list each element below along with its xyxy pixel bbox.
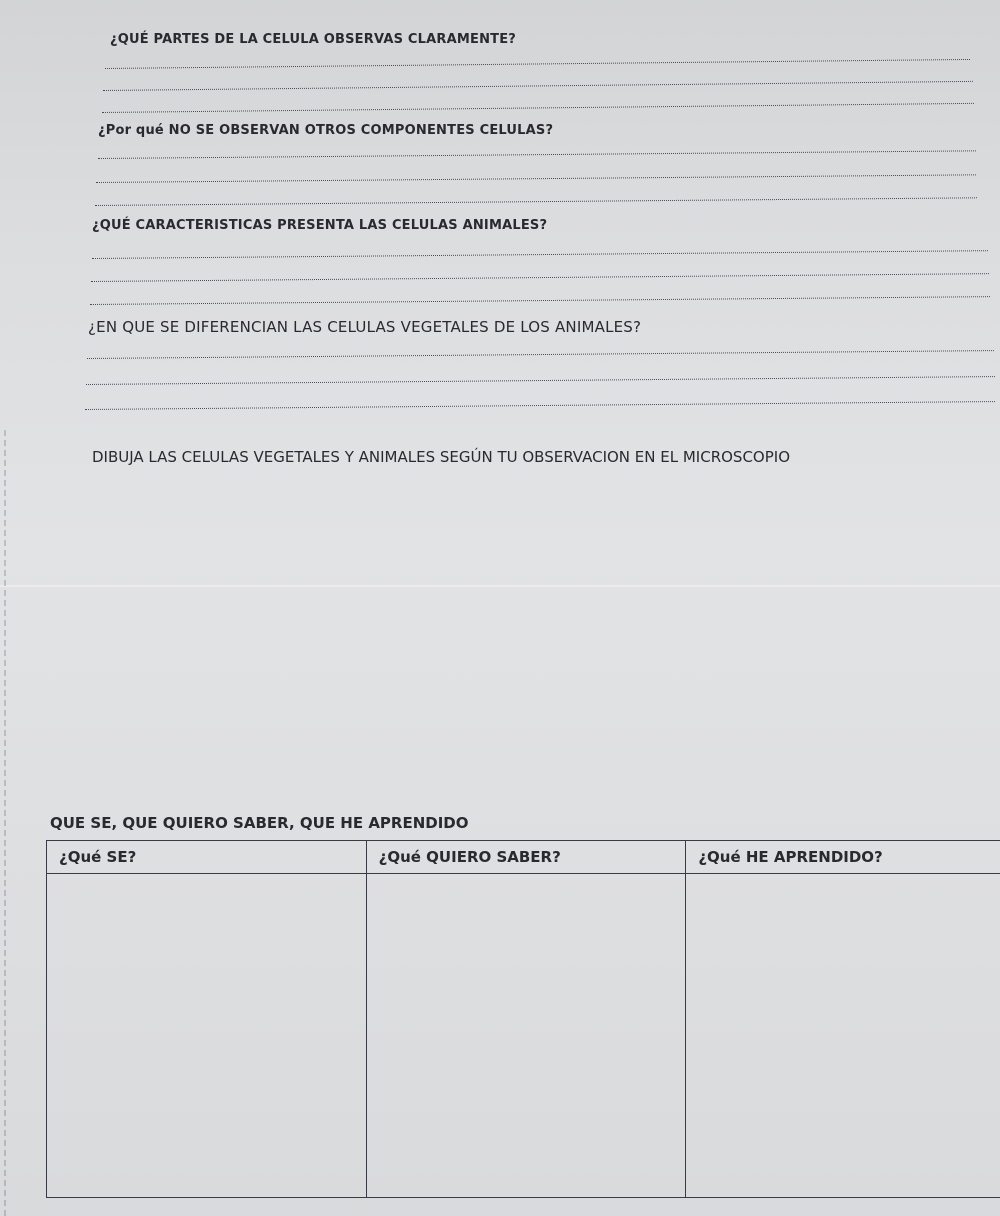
kwl-header-know: ¿Qué SE?: [47, 841, 367, 874]
answer-line[interactable]: [92, 250, 988, 259]
question-2: ¿Por qué NO SE OBSERVAN OTROS COMPONENTES CELULAS?: [98, 123, 554, 138]
perforation-edge: [4, 430, 6, 1216]
answer-line[interactable]: [105, 59, 970, 69]
kwl-cell-want[interactable]: [366, 874, 686, 1198]
answer-line[interactable]: [85, 401, 995, 410]
kwl-table: [46, 840, 1000, 1198]
answer-line[interactable]: [90, 296, 990, 305]
answer-line[interactable]: [91, 273, 989, 282]
question-4: ¿EN QUE SE DIFERENCIAN LAS CELULAS VEGETALES DE LOS ANIMALES?: [88, 318, 642, 336]
drawing-area[interactable]: [60, 480, 990, 800]
question-1: ¿QUÉ PARTES DE LA CELULA OBSERVAS CLARAMENTE?: [110, 32, 517, 47]
answer-line[interactable]: [87, 350, 994, 359]
question-3: ¿QUÉ CARACTERISTICAS PRESENTA LAS CELULAS ANIMALES?: [92, 218, 548, 233]
answer-line[interactable]: [95, 197, 977, 206]
answer-line[interactable]: [96, 174, 976, 183]
kwl-title: QUE SE, QUE QUIERO SABER, QUE HE APRENDIDO: [50, 814, 469, 832]
kwl-header-want: ¿Qué QUIERO SABER?: [366, 841, 686, 874]
answer-line[interactable]: [98, 150, 976, 159]
answer-line[interactable]: [102, 103, 974, 113]
kwl-cell-learned[interactable]: [686, 874, 1000, 1198]
answer-line[interactable]: [103, 81, 973, 91]
kwl-header-learned: ¿Qué HE APRENDIDO?: [686, 841, 1000, 874]
answer-line[interactable]: [86, 376, 995, 385]
kwl-cell-know[interactable]: [47, 874, 367, 1198]
drawing-instruction: DIBUJA LAS CELULAS VEGETALES Y ANIMALES SEGÚN TU OBSERVACION EN EL MICROSCOPIO: [92, 448, 791, 466]
